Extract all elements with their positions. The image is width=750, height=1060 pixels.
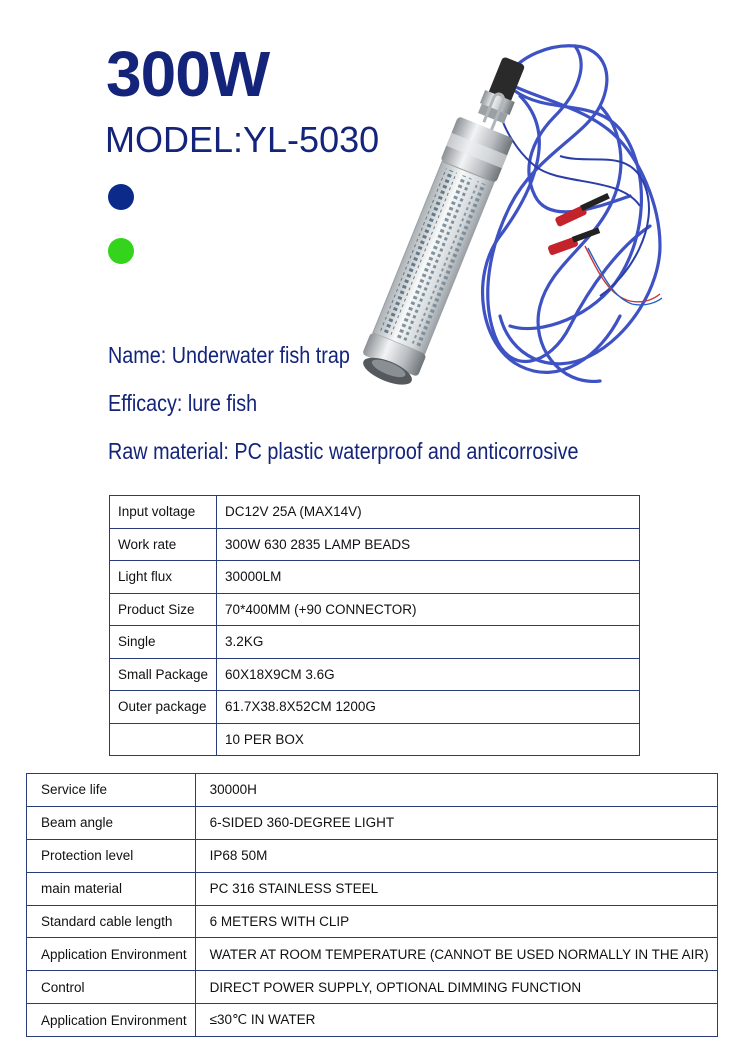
spec-key: Application Environment	[27, 1004, 196, 1037]
table-row	[27, 774, 718, 807]
spec-value: IP68 50M	[195, 839, 717, 872]
product-efficacy: Efficacy: lure fish	[108, 390, 258, 416]
spec-value: WATER AT ROOM TEMPERATURE (CANNOT BE USED NORMALLY IN THE AIR)	[195, 938, 717, 971]
table-row	[27, 872, 718, 905]
table-row	[110, 658, 640, 691]
table-row	[110, 723, 640, 756]
table-row	[27, 905, 718, 938]
table-row	[27, 938, 718, 971]
spec-table-bottom	[26, 773, 718, 1037]
spec-value: 61.7X38.8X52CM 1200G	[217, 691, 640, 724]
spec-value: 300W 630 2835 LAMP BEADS	[217, 528, 640, 561]
product-raw-material: Raw material: PC plastic waterproof and anticorrosive	[108, 438, 579, 464]
table-row	[110, 528, 640, 561]
spec-value: 30000LM	[217, 561, 640, 594]
color-swatch-blue	[108, 184, 134, 210]
spec-key: Work rate	[110, 528, 217, 561]
spec-key: Light flux	[110, 561, 217, 594]
spec-key: Control	[27, 971, 196, 1004]
spec-key	[110, 723, 217, 756]
table-row	[110, 496, 640, 529]
spec-key: Outer package	[110, 691, 217, 724]
spec-key: Small Package	[110, 658, 217, 691]
spec-key: Input voltage	[110, 496, 217, 529]
table-row	[27, 839, 718, 872]
table-row	[110, 593, 640, 626]
table-row	[27, 806, 718, 839]
spec-key: Service life	[27, 774, 196, 807]
spec-value: PC 316 STAINLESS STEEL	[195, 872, 717, 905]
spec-key: Protection level	[27, 839, 196, 872]
spec-key: Standard cable length	[27, 905, 196, 938]
table-row	[110, 626, 640, 659]
spec-value: 6-SIDED 360-DEGREE LIGHT	[195, 806, 717, 839]
spec-key: Single	[110, 626, 217, 659]
power-title: 300W	[106, 38, 270, 110]
spec-value: 10 PER BOX	[217, 723, 640, 756]
table-row	[27, 971, 718, 1004]
spec-value: DC12V 25A (MAX14V)	[217, 496, 640, 529]
spec-value: 60X18X9CM 3.6G	[217, 658, 640, 691]
spec-key: main material	[27, 872, 196, 905]
color-swatch-green	[108, 238, 134, 264]
spec-key: Beam angle	[27, 806, 196, 839]
spec-key: Application Environment	[27, 938, 196, 971]
product-name: Name: Underwater fish trap	[108, 342, 350, 368]
spec-value: DIRECT POWER SUPPLY, OPTIONAL DIMMING FUNCTION	[195, 971, 717, 1004]
table-row	[27, 1004, 718, 1037]
table-row	[110, 561, 640, 594]
product-image	[360, 36, 680, 416]
table-row	[110, 691, 640, 724]
spec-table-top	[109, 495, 640, 756]
spec-value: ≤30℃ IN WATER	[195, 1004, 717, 1037]
spec-value: 30000H	[195, 774, 717, 807]
spec-value: 3.2KG	[217, 626, 640, 659]
spec-value: 6 METERS WITH CLIP	[195, 905, 717, 938]
model-title: MODEL:YL-5030	[105, 119, 380, 160]
spec-value: 70*400MM (+90 CONNECTOR)	[217, 593, 640, 626]
spec-key: Product Size	[110, 593, 217, 626]
